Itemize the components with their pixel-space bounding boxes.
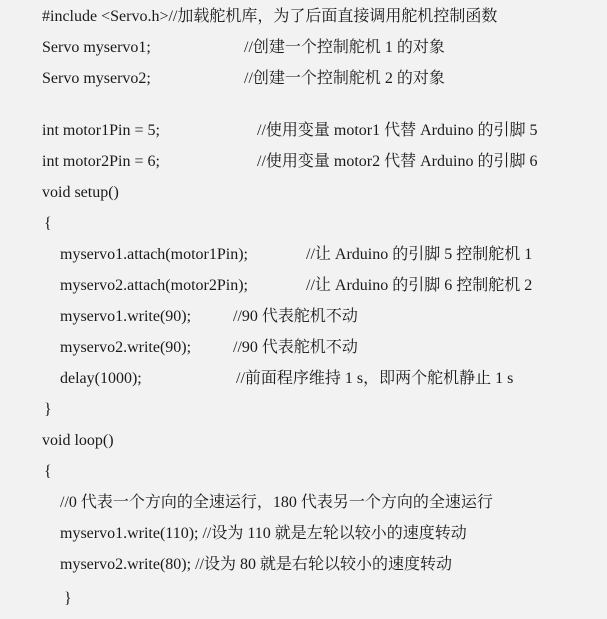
code-text: { (44, 215, 52, 232)
code-comment: //前面程序维持 1 s，即两个舵机静止 1 s (236, 370, 514, 387)
code-text: myservo1.attach(motor1Pin); (60, 246, 248, 263)
code-comment: //创建一个控制舵机 1 的对象 (244, 39, 445, 56)
code-text: Servo myservo1; (42, 39, 151, 56)
code-text: //0 代表一个方向的全速运行，180 代表另一个方向的全速运行 (60, 494, 493, 511)
code-text: myservo2.write(80); //设为 80 就是右轮以较小的速度转动 (60, 556, 452, 573)
code-text: } (44, 401, 52, 418)
code-text: int motor2Pin = 6; (42, 153, 160, 170)
code-text: myservo2.attach(motor2Pin); (60, 277, 248, 294)
code-text: myservo1.write(110); //设为 110 就是左轮以较小的速度转动 (60, 525, 467, 542)
code-comment: //让 Arduino 的引脚 5 控制舵机 1 (306, 246, 533, 263)
code-text: #include <Servo.h>//加载舵机库，为了后面直接调用舵机控制函数 (42, 8, 498, 25)
code-comment: //让 Arduino 的引脚 6 控制舵机 2 (306, 277, 533, 294)
code-comment: //90 代表舵机不动 (233, 308, 358, 325)
code-text: Servo myservo2; (42, 70, 151, 87)
code-text: myservo1.write(90); (60, 308, 192, 325)
code-text: myservo2.write(90); (60, 339, 192, 356)
code-comment: //使用变量 motor2 代替 Arduino 的引脚 6 (257, 153, 538, 170)
code-text: void loop() (42, 432, 114, 449)
code-text: } (64, 590, 72, 607)
code-comment: //使用变量 motor1 代替 Arduino 的引脚 5 (257, 122, 538, 139)
code-comment: //90 代表舵机不动 (233, 339, 358, 356)
code-text: { (44, 463, 52, 480)
code-comment: //创建一个控制舵机 2 的对象 (244, 70, 445, 87)
code-text: void setup() (42, 184, 119, 201)
code-text: int motor1Pin = 5; (42, 122, 160, 139)
code-text: delay(1000); (60, 370, 142, 387)
